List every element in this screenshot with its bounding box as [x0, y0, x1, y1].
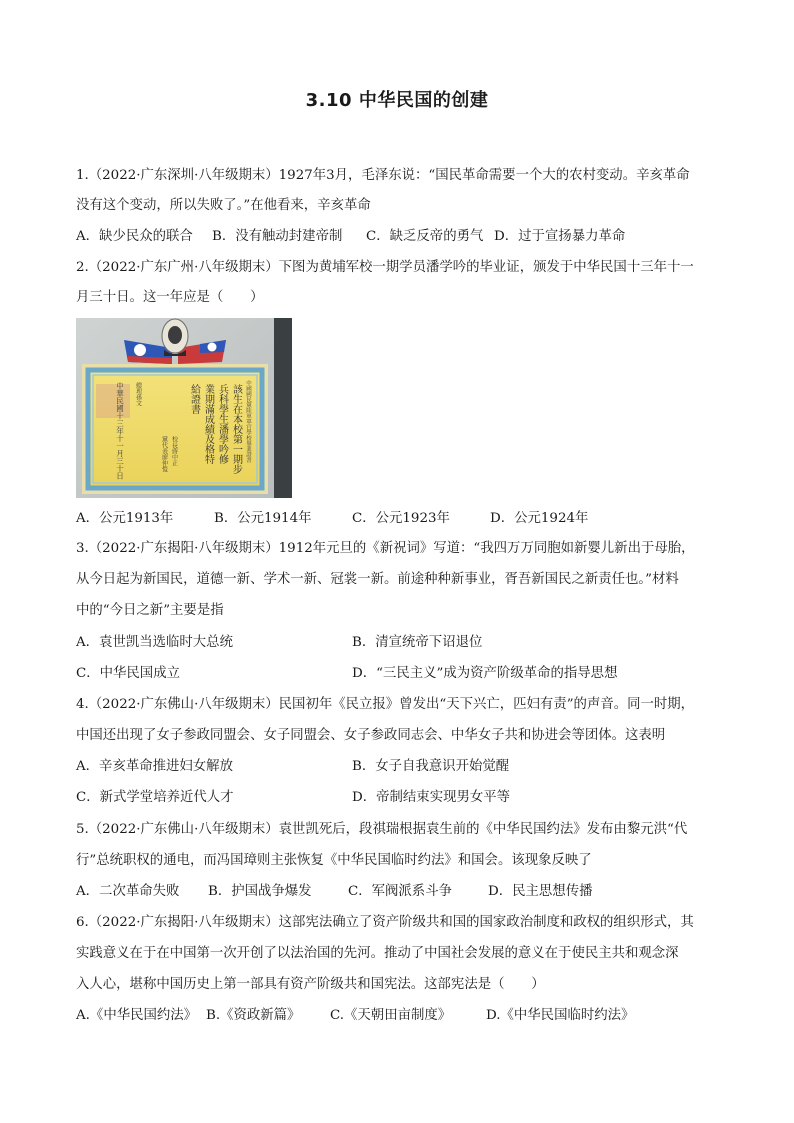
q5-option-a[interactable]: A．二次革命失败	[76, 884, 180, 899]
q4-option-a[interactable]: A．辛亥革命推进妇女解放	[76, 759, 233, 774]
q5-line-1: 5.（2022·广东佛山·八年级期末）袁世凯死后，段祺瑞根据袁生前的《中华民国约法》发布由黎元洪“代	[76, 822, 688, 837]
q3-option-b[interactable]: B．清宣统帝下诏退位	[352, 635, 483, 650]
cert-sign-1: 總理孫文	[134, 382, 142, 406]
q5-option-b[interactable]: B．护国战争爆发	[208, 884, 312, 899]
q2-option-c[interactable]: C．公元1923年	[352, 511, 450, 526]
cert-body-col-4: 給證書	[188, 384, 200, 414]
page-title: 3.10 中华民国的创建	[305, 90, 489, 111]
q6-option-a[interactable]: A.《中华民国约法》	[76, 1008, 198, 1023]
cert-right-col: 中國國民黨陸軍軍官學校畢業證書	[245, 380, 251, 463]
cert-sign-3: 黨代表廖仲愷	[160, 436, 168, 472]
q3-option-c[interactable]: C．中华民国成立	[76, 666, 180, 681]
q2-option-a[interactable]: A．公元1913年	[76, 511, 174, 526]
q2-option-b[interactable]: B．公元1914年	[214, 511, 312, 526]
cert-date: 中華民國十三年十一月三十日	[115, 382, 125, 480]
q5-option-d[interactable]: D．民主思想传播	[488, 884, 593, 899]
q5-line-2: 行”总统职权的通电，而冯国璋则主张恢复《中华民国临时约法》和国会。该现象反映了	[76, 853, 592, 868]
cert-body-col-3: 業期滿成績及格特	[202, 384, 214, 464]
q6-option-d[interactable]: D.《中华民国临时约法》	[486, 1008, 635, 1023]
q2-option-d[interactable]: D．公元1924年	[490, 511, 589, 526]
q6-line-2: 实践意义在于在中国第一次开创了以法治国的先河。推动了中国社会发展的意义在于使民主共和观念深	[76, 946, 679, 961]
q1-option-d[interactable]: D．过于宣扬暴力革命	[494, 229, 626, 244]
q3-option-d[interactable]: D．“三民主义”成为资产阶级革命的指导思想	[352, 666, 618, 681]
q4-line-2: 中国还出现了女子参政同盟会、女子同盟会、女子参政同志会、中华女子共和协进会等团体。这表明	[76, 728, 666, 743]
q1-option-a[interactable]: A．缺少民众的联合	[76, 229, 193, 244]
q1-option-c[interactable]: C．缺乏反帝的勇气	[366, 229, 484, 244]
cert-sign-2: 校長蔣中正	[170, 436, 178, 466]
q6-option-c[interactable]: C.《天朝田亩制度》	[330, 1008, 452, 1023]
q1-line-2: 没有这个变动，所以失败了。”在他看来，辛亥革命	[76, 198, 371, 213]
q4-option-b[interactable]: B．女子自我意识开始觉醒	[352, 759, 510, 774]
q6-line-3: 入人心，堪称中国历史上第一部具有资产阶级共和国宪法。这部宪法是（ ）	[76, 977, 545, 992]
q3-line-3: 中的“今日之新”主要是指	[76, 603, 224, 618]
q5-option-c[interactable]: C．军阀派系斗争	[348, 884, 452, 899]
q3-option-a[interactable]: A．袁世凯当选临时大总统	[76, 635, 233, 650]
q3-line-2: 从今日起为新国民，道德一新、学术一新、冠裳一新。前途种种新事业，胥吾新国民之新责任也。”材料	[76, 572, 679, 587]
q4-option-c[interactable]: C．新式学堂培养近代人才	[76, 790, 234, 805]
diploma-photo	[76, 318, 292, 498]
q1-line-1: 1.（2022·广东深圳·八年级期末）1927年3月，毛泽东说：“国民革命需要一个大的农村变动。辛亥革命	[76, 168, 690, 183]
q4-option-d[interactable]: D．帝制结束实现男女平等	[352, 790, 511, 805]
q2-line-1: 2.（2022·广东广州·八年级期末）下图为黄埔军校一期学员潘学吟的毕业证，颁发于中华民国十三年十一	[76, 260, 694, 275]
cert-body-col-1: 該生在本校第一期步	[230, 384, 242, 474]
q2-line-2: 月三十日。这一年应是（ ）	[76, 290, 264, 305]
q6-line-1: 6.（2022·广东揭阳·八年级期末）这部宪法确立了资产阶级共和国的国家政治制度和政权的组织形式，其	[76, 915, 694, 930]
q3-line-1: 3.（2022·广东揭阳·八年级期末）1912年元旦的《新祝词》写道：“我四万万同胞如新婴儿新出于母胎，	[76, 541, 695, 556]
q6-option-b[interactable]: B.《资政新篇》	[206, 1008, 301, 1023]
q1-option-b[interactable]: B．没有触动封建帝制	[212, 229, 343, 244]
cert-body-col-2: 兵科學生潘學吟修	[216, 384, 228, 464]
q4-line-1: 4.（2022·广东佛山·八年级期末）民国初年《民立报》曾发出“天下兴亡，匹妇有责”的声音。同一时期，	[76, 697, 695, 712]
